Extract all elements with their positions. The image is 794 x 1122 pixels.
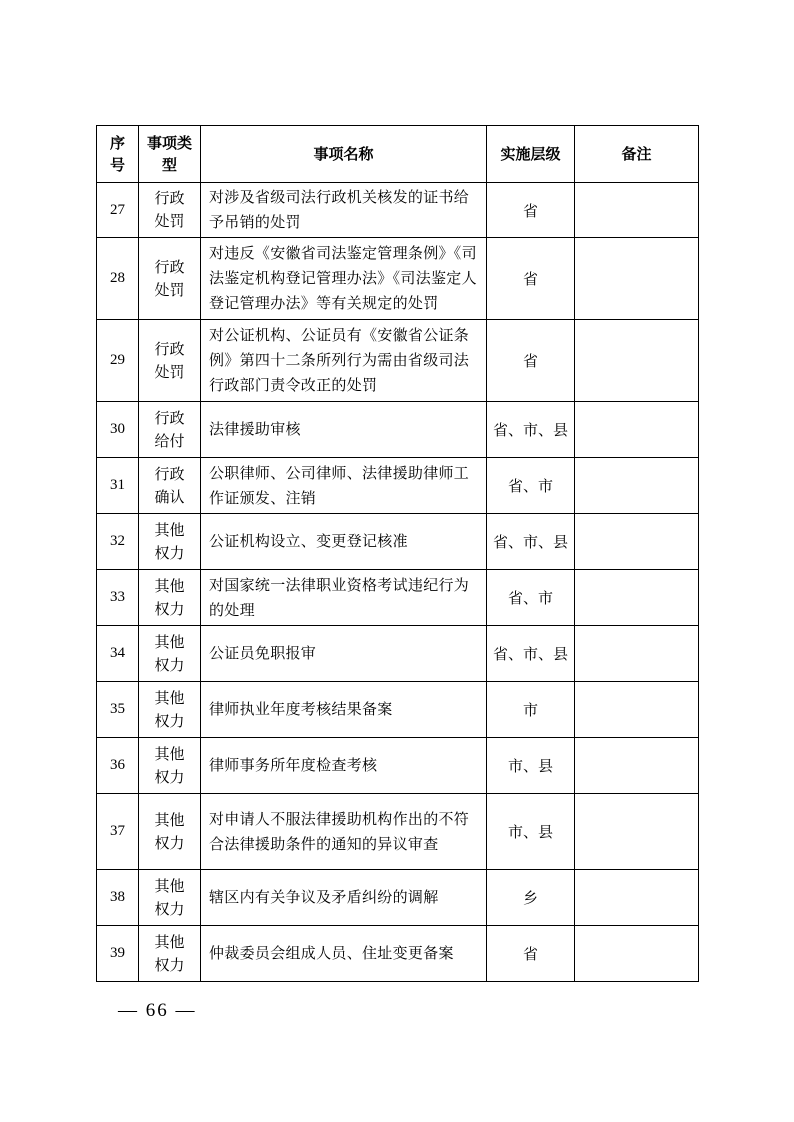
cell-level: 乡 xyxy=(487,870,575,926)
cell-name: 公职律师、公司律师、法律援助律师工作证颁发、注销 xyxy=(201,458,487,514)
table-row xyxy=(97,238,699,320)
cell-note xyxy=(575,458,699,514)
cell-no: 29 xyxy=(97,320,139,402)
cell-type: 其他权力 xyxy=(139,682,201,738)
cell-level: 省 xyxy=(487,320,575,402)
table-row xyxy=(97,402,699,458)
cell-no: 33 xyxy=(97,570,139,626)
cell-type: 其他权力 xyxy=(139,738,201,794)
authority-list-table xyxy=(96,125,699,982)
cell-note xyxy=(575,514,699,570)
cell-note xyxy=(575,320,699,402)
table-row xyxy=(97,183,699,238)
cell-type: 其他权力 xyxy=(139,926,201,982)
cell-name: 对申请人不服法律援助机构作出的不符合法律援助条件的通知的异议审查 xyxy=(201,794,487,870)
table-header-row xyxy=(97,126,699,183)
table-body xyxy=(97,183,699,982)
authority-list-table-container xyxy=(96,125,699,982)
cell-name: 仲裁委员会组成人员、住址变更备案 xyxy=(201,926,487,982)
table-row xyxy=(97,682,699,738)
cell-no: 37 xyxy=(97,794,139,870)
table-row xyxy=(97,458,699,514)
cell-no: 28 xyxy=(97,238,139,320)
cell-level: 省 xyxy=(487,183,575,238)
table-row xyxy=(97,870,699,926)
cell-no: 32 xyxy=(97,514,139,570)
cell-note xyxy=(575,626,699,682)
cell-note xyxy=(575,738,699,794)
cell-name: 对公证机构、公证员有《安徽省公证条例》第四十二条所列行为需由省级司法行政部门责令改正的处罚 xyxy=(201,320,487,402)
cell-note xyxy=(575,794,699,870)
cell-name: 公证机构设立、变更登记核准 xyxy=(201,514,487,570)
cell-type: 行政处罚 xyxy=(139,320,201,402)
table-row xyxy=(97,926,699,982)
cell-note xyxy=(575,870,699,926)
table-row xyxy=(97,794,699,870)
cell-type: 其他权力 xyxy=(139,794,201,870)
header-name: 事项名称 xyxy=(201,126,487,183)
cell-level: 省、市、县 xyxy=(487,402,575,458)
cell-name: 律师执业年度考核结果备案 xyxy=(201,682,487,738)
cell-type: 行政给付 xyxy=(139,402,201,458)
cell-no: 31 xyxy=(97,458,139,514)
cell-name: 律师事务所年度检查考核 xyxy=(201,738,487,794)
header-type: 事项类型 xyxy=(139,126,201,183)
cell-name: 辖区内有关争议及矛盾纠纷的调解 xyxy=(201,870,487,926)
cell-no: 30 xyxy=(97,402,139,458)
cell-no: 35 xyxy=(97,682,139,738)
cell-name: 对国家统一法律职业资格考试违纪行为的处理 xyxy=(201,570,487,626)
cell-note xyxy=(575,926,699,982)
cell-no: 39 xyxy=(97,926,139,982)
cell-note xyxy=(575,570,699,626)
cell-note xyxy=(575,402,699,458)
cell-note xyxy=(575,238,699,320)
cell-name: 对涉及省级司法行政机关核发的证书给予吊销的处罚 xyxy=(201,183,487,238)
cell-level: 省、市 xyxy=(487,570,575,626)
table-row xyxy=(97,514,699,570)
table-row xyxy=(97,320,699,402)
cell-level: 省 xyxy=(487,926,575,982)
cell-type: 其他权力 xyxy=(139,870,201,926)
table-row xyxy=(97,570,699,626)
cell-level: 省、市、县 xyxy=(487,626,575,682)
header-note: 备注 xyxy=(575,126,699,183)
cell-type: 其他权力 xyxy=(139,626,201,682)
cell-level: 市、县 xyxy=(487,738,575,794)
cell-note xyxy=(575,682,699,738)
cell-level: 省 xyxy=(487,238,575,320)
cell-type: 行政处罚 xyxy=(139,183,201,238)
cell-level: 省、市 xyxy=(487,458,575,514)
cell-type: 其他权力 xyxy=(139,570,201,626)
cell-no: 38 xyxy=(97,870,139,926)
cell-level: 市 xyxy=(487,682,575,738)
cell-name: 对违反《安徽省司法鉴定管理条例》《司法鉴定机构登记管理办法》《司法鉴定人登记管理办法》等有关规定的处罚 xyxy=(201,238,487,320)
cell-no: 34 xyxy=(97,626,139,682)
cell-level: 省、市、县 xyxy=(487,514,575,570)
table-row xyxy=(97,738,699,794)
cell-type: 行政处罚 xyxy=(139,238,201,320)
cell-type: 其他权力 xyxy=(139,514,201,570)
cell-note xyxy=(575,183,699,238)
cell-type: 行政确认 xyxy=(139,458,201,514)
table-row xyxy=(97,626,699,682)
header-no: 序号 xyxy=(97,126,139,183)
header-level: 实施层级 xyxy=(487,126,575,183)
cell-no: 27 xyxy=(97,183,139,238)
page-number: — 66 — xyxy=(118,1000,197,1021)
cell-level: 市、县 xyxy=(487,794,575,870)
cell-name: 公证员免职报审 xyxy=(201,626,487,682)
cell-no: 36 xyxy=(97,738,139,794)
cell-name: 法律援助审核 xyxy=(201,402,487,458)
